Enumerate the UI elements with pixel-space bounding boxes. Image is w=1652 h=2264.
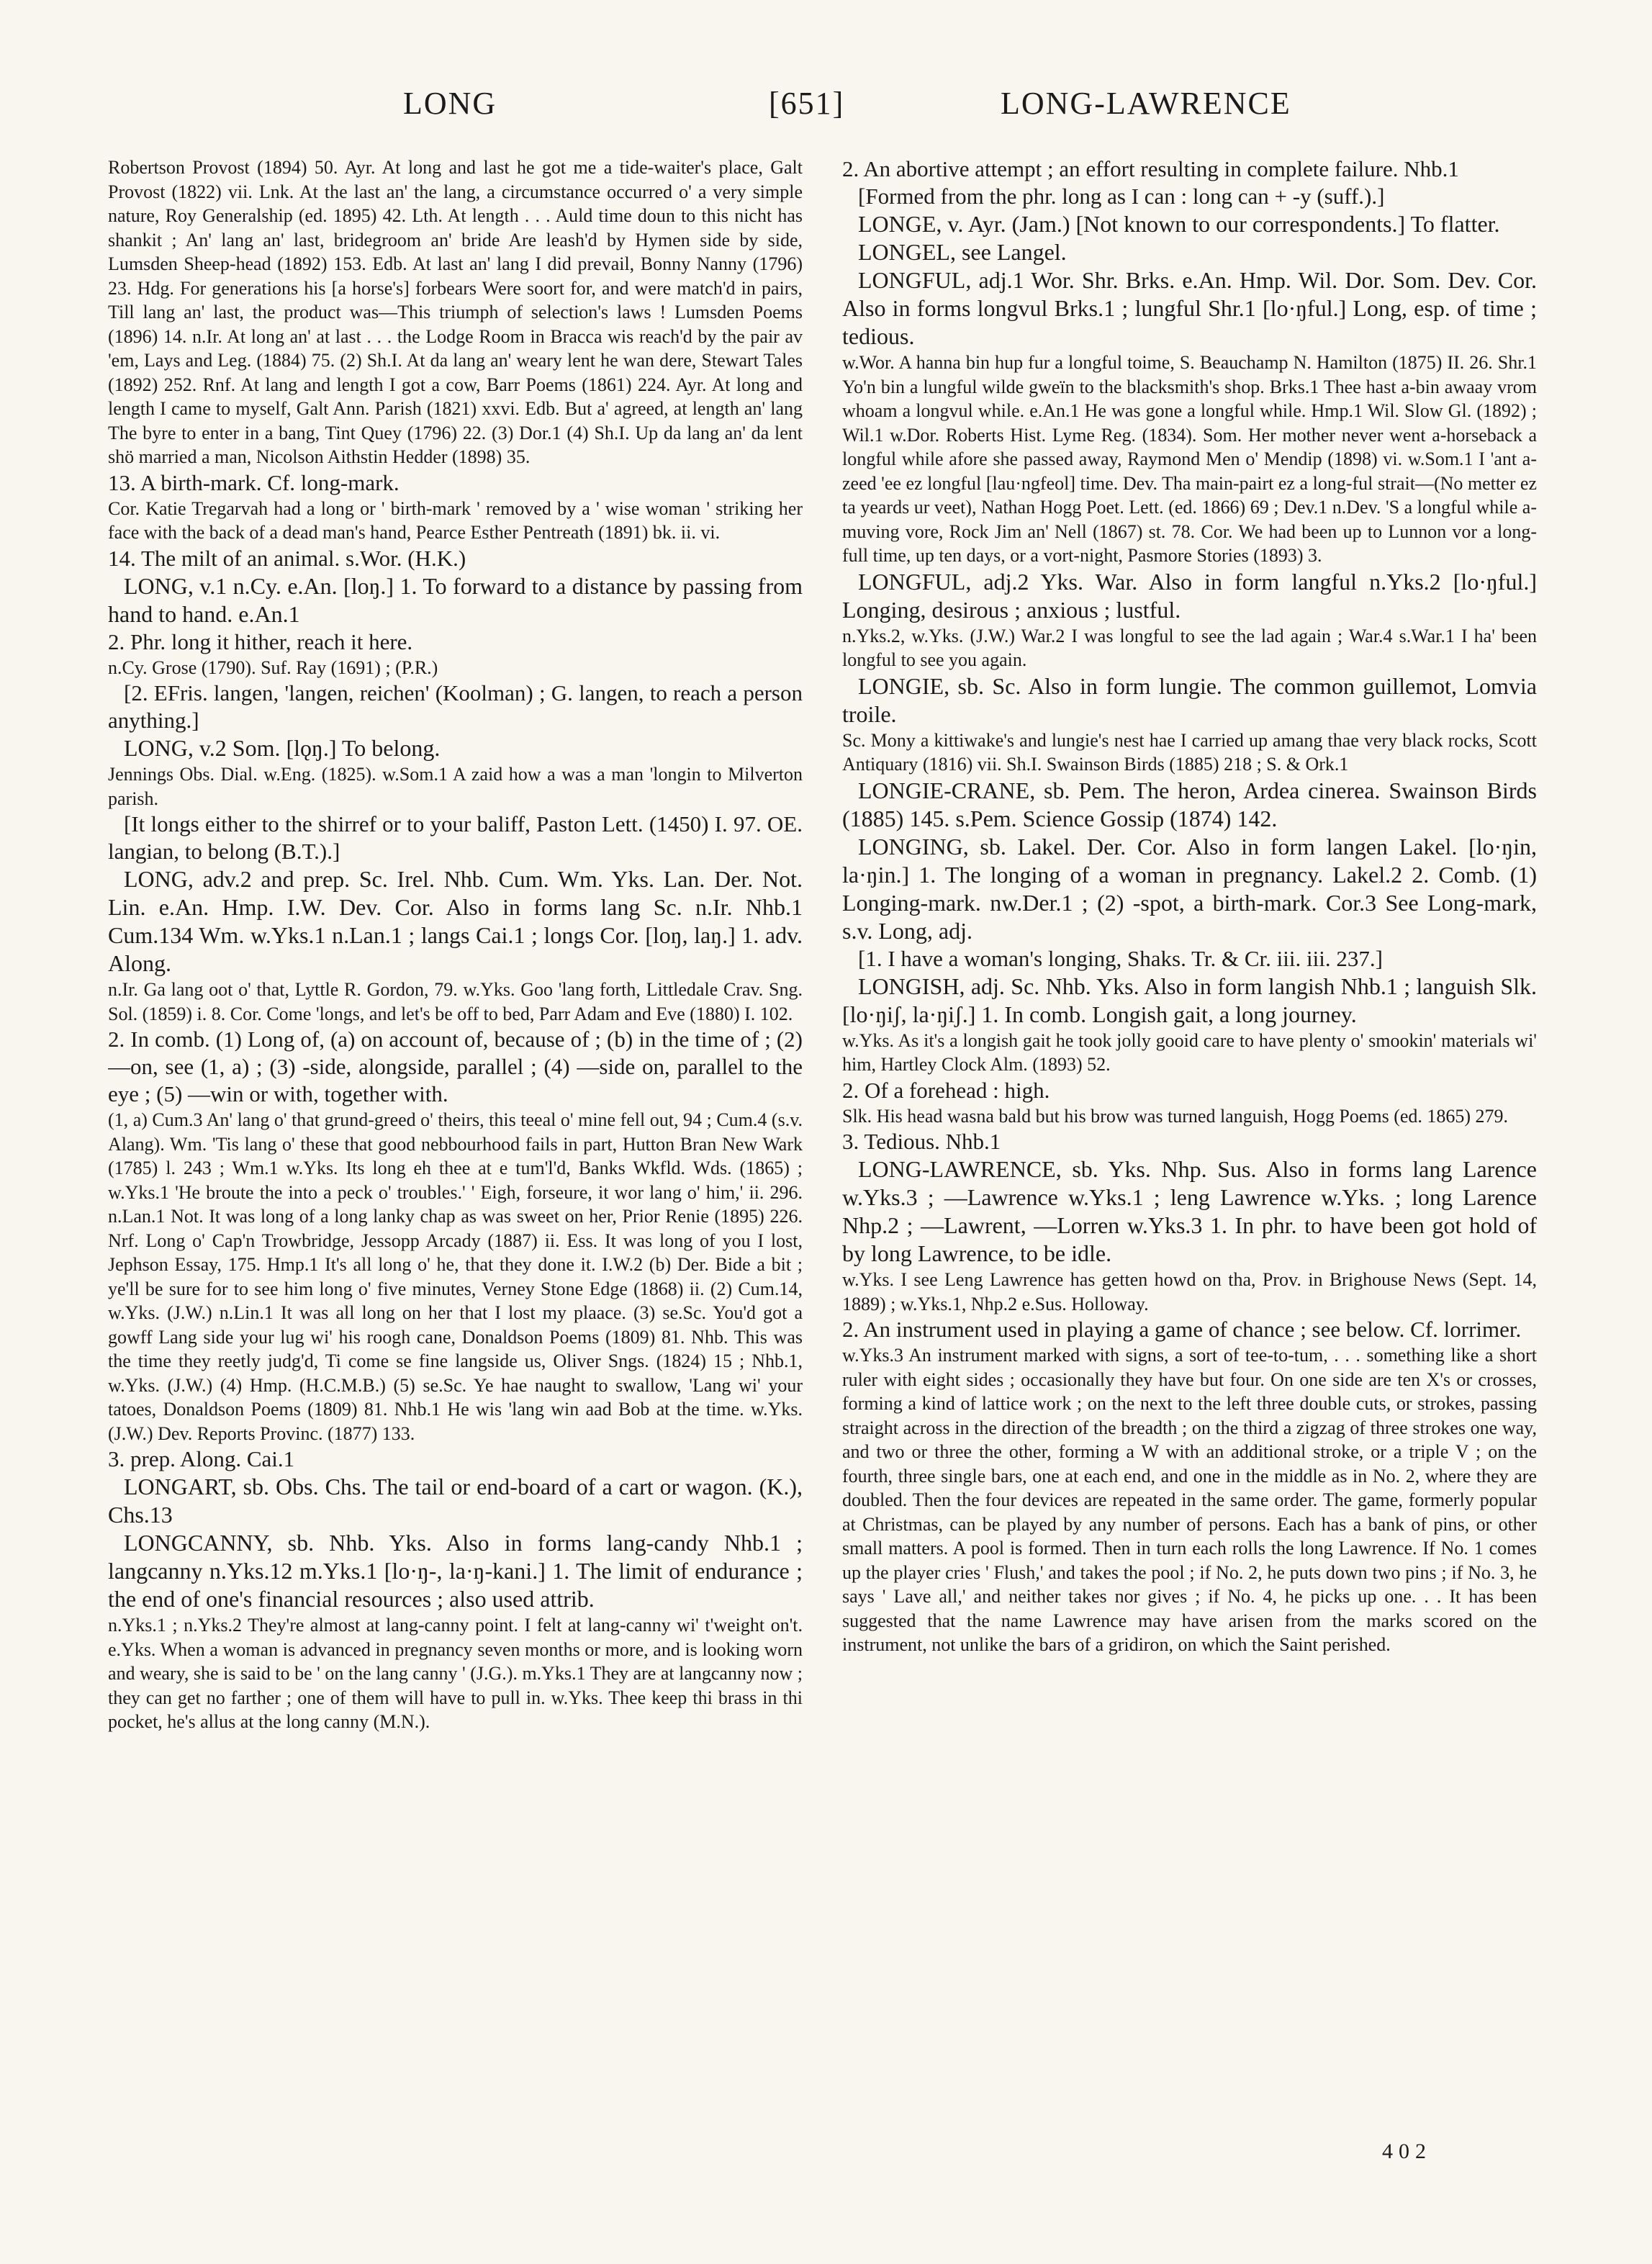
citation-paragraph: w.Yks. As it's a longish gait he took jolly gooid care to have plenty o' smookin' materials wi' him, Hartley Clock Alm. (1893) 52. [842, 1029, 1537, 1075]
entry-headword-paragraph: LONG-LAWRENCE, sb. Yks. Nhp. Sus. Also in forms lang Larence w.Yks.3 ; —Lawrence w.Yks.1 ; leng Lawrence w.Yks. ; long Larence Nhp.2 ; —Lawrent, —Lorren w.Yks.3 1. In phr. to have been got hold of by long Lawrence, to be idle. [842, 1156, 1537, 1266]
header-left-word: LONG [403, 86, 497, 121]
entry-headword-paragraph: LONGING, sb. Lakel. Der. Cor. Also in form langen Lakel. [lo·ŋin, la·ŋin.] 1. The longing of a woman in pregnancy. Lakel.2 2. Comb. (1) Longing-mark. nw.Der.1 ; (2) -spot, a birth-mark. Cor.3 See Long-mark, s.v. Long, adj. [842, 833, 1537, 944]
sense-paragraph: [Formed from the phr. long as I can : long can + -y (suff.).] [858, 184, 1385, 209]
entry-headword-paragraph: LONG, v.2 Som. [lǫŋ.] To belong. [124, 735, 441, 761]
entry-headword-paragraph: LONGFUL, adj.2 Yks. War. Also in form langful n.Yks.2 [lo·ŋful.] Longing, desirous ; anxious ; lustful. [842, 568, 1537, 623]
citation-paragraph: n.Yks.1 ; n.Yks.2 They're almost at lang-canny point. I felt at lang-canny wi' t'weight on't. e.Yks. When a woman is advanced in pregnancy seven months or more, and is looking worn and weary, she is said to be ' on the lang canny ' (J.G.). m.Yks.1 They are at langcanny now ; they can get no farther ; one of them will have to pull in. w.Yks. Thee keep thi brass in thi pocket, he's allus at the long canny (M.N.). [108, 1615, 803, 1732]
citation-paragraph: Cor. Katie Tregarvah had a long or ' birth-mark ' removed by a ' wise woman ' striking her face with the back of a dead man's hand, Pearce Esther Pentreath (1891) bk. ii. vi. [108, 497, 803, 543]
entry-headword-paragraph: LONG, adv.2 and prep. Sc. Irel. Nhb. Cum. Wm. Yks. Lan. Der. Not. Lin. e.An. Hmp. I.W. Dev. Cor. Also in forms lang Sc. n.Ir. Nhb.1 Cum.134 Wm. w.Yks.1 n.Lan.1 ; langs Cai.1 ; longs Cor. [loŋ, laŋ.] 1. adv. Along. [108, 866, 803, 976]
sense-paragraph: 2. Of a forehead : high. [842, 1077, 1050, 1103]
sense-paragraph: 13. A birth-mark. Cf. long-mark. [108, 469, 400, 495]
entry-headword-paragraph: LONGIE, sb. Sc. Also in form lungie. The common guillemot, Lomvia troile. [842, 672, 1537, 727]
left-column [108, 155, 803, 2171]
entry-headword-paragraph: LONGEL, see Langel. [858, 239, 1067, 265]
sense-paragraph: [It longs either to the shirref or to your baliff, Paston Lett. (1450) I. 97. OE. langian, to belong (B.T.).] [108, 811, 803, 864]
citation-paragraph: Jennings Obs. Dial. w.Eng. (1825). w.Som.1 A zaid how a was a man 'longin to Milverton parish. [108, 764, 803, 809]
citation-paragraph: Sc. Mony a kittiwake's and lungie's nest hae I carried up amang thae very black rocks, Scott Antiquary (1816) vii. Sh.I. Swainson Birds (1885) 218 ; S. & Ork.1 [842, 729, 1537, 775]
sense-paragraph: 14. The milt of an animal. s.Wor. (H.K.) [108, 545, 466, 571]
citation-paragraph: n.Cy. Grose (1790). Suf. Ray (1691) ; (P.R.) [108, 657, 438, 678]
citation-paragraph: w.Yks. I see Leng Lawrence has getten howd on tha, Prov. in Brighouse News (Sept. 14, 1889) ; w.Yks.1, Nhp.2 e.Sus. Holloway. [842, 1269, 1537, 1314]
header-right-word: LONG-LAWRENCE [1001, 86, 1291, 121]
citation-paragraph: w.Wor. A hanna bin hup fur a longful toime, S. Beauchamp N. Hamilton (1875) II. 26. Shr.1 Yo'n bin a lungful wilde gweïn to the blacksmith's shop. Brks.1 Thee hast a-bin awaay vrom whoam a longvul while. e.An.1 He was gone a longful while. Hmp.1 Wil. Slow Gl. (1892) ; Wil.1 w.Dor. Roberts Hist. Lyme Reg. (1834). Som. Her mother never went a-horseback a longful while afore she passed away, Raymond Men o' Mendip (1898) vi. w.Som.1 I 'ant a-zeed 'ee ez longful [lau·ngfeol] time. Dev. Tha main-pairt ez a long-ful strait—(No metter ez ta yeards ur veet), Nathan Hogg Poet. Lett. (ed. 1866) 69 ; Dev.1 n.Dev. 'S a longful while a-muving vore, Rock Jim an' Nell (1867) st. 78. Cor. We had been up to Lunnon vor a long-full time, up ten days, or a vort-night, Pasmore Stories (1893) 3. [842, 352, 1537, 566]
entry-headword-paragraph: LONGISH, adj. Sc. Nhb. Yks. Also in form langish Nhb.1 ; languish Slk. [lo·ŋiʃ, la·ŋiʃ.] 1. In comb. Longish gait, a long journey. [842, 973, 1537, 1027]
sense-paragraph: 3. prep. Along. Cai.1 [108, 1446, 295, 1471]
running-header [108, 85, 1544, 135]
entry-headword-paragraph: LONGE, v. Ayr. (Jam.) [Not known to our correspondents.] To flatter. [858, 211, 1500, 237]
entry-headword-paragraph: LONGCANNY, sb. Nhb. Yks. Also in forms lang-candy Nhb.1 ; langcanny n.Yks.12 m.Yks.1 [lo·ŋ-, la·ŋ-kani.] 1. The limit of endurance ; the end of one's financial resources ; also used attrib. [108, 1530, 803, 1612]
sense-paragraph: [1. I have a woman's longing, Shaks. Tr. & Cr. iii. iii. 237.] [858, 945, 1383, 971]
citation-paragraph: w.Yks.3 An instrument marked with signs, a sort of tee-to-tum, . . . something like a short ruler with eight sides ; occasionally they have but four. On one side are ten X's or crosses, forming a kind of lattice work ; on the next to the left three double cuts, or strokes, passing straight across in the direction of the breadth ; on the third a zigzag of three strokes one way, and two or three the other, forming a W with an additional stroke, or a triple V ; on the fourth, three single bars, one at each end, and one in the middle as in No. 2, where they are doubled. Then the four devices are repeated in the same order. The game, formerly popular at Christmas, can be played by any number of persons. Each has a bank of pins, or other small matters. A pool is formed. Then in turn each rolls the long Lawrence. If No. 1 comes up the player cries ' Flush,' and takes the pool ; if No. 2, he puts down two pins ; if No. 3, he says ' Lave all,' and neither takes nor gives ; if No. 4, he picks up one. . . It has been suggested that the name Lawrence may have arisen from the marks scored on the instrument, not unlike the bars of a gridiron, on which the Saint perished. [842, 1345, 1537, 1655]
entry-headword-paragraph: LONGFUL, adj.1 Wor. Shr. Brks. e.An. Hmp. Wil. Dor. Som. Dev. Cor. Also in forms longvul Brks.1 ; lungful Shr.1 [lo·ŋful.] Long, esp. of time ; tedious. [842, 267, 1537, 349]
citation-paragraph: n.Ir. Ga lang oot o' that, Lyttle R. Gordon, 79. w.Yks. Goo 'lang forth, Littledale Crav. Sng. Sol. (1859) i. 8. Cor. Come 'longs, and let's be off to bed, Parr Adam and Eve (1880) I. 102. [108, 979, 803, 1024]
citation-paragraph: Robertson Provost (1894) 50. Ayr. At long and last he got me a tide-waiter's place, Galt Provost (1822) vii. Lnk. At the last an' the lang, a circumstance occurred o' a very simple nature, Roy Generalship (ed. 1895) 42. Lth. At length . . . Auld time doun to this nicht has shankit ; An' lang an' last, bridegroom an' bride Are leash'd by Hymen side by side, Lumsden Sheep-head (1892) 153. Edb. At last an' lang I did prevail, Bonny Nanny (1796) 23. Hdg. For generations his [a horse's] forbears Were soort for, and were match'd in pairs, Till lang an' last, the product was—This triumph of selection's laws ! Lumsden Poems (1896) 14. n.Ir. At long an' at last . . . the Lodge Room in Bracca wis reach'd by the pair av 'em, Lays and Leg. (1884) 75. (2) Sh.I. At da lang an' weary lent he wan dere, Stewart Tales (1892) 252. Rnf. At lang and length I got a cow, Barr Poems (1861) 224. Ayr. At long and length I came to myself, Galt Ann. Parish (1821) xxvi. Edb. But a' agreed, at length an' lang The byre to enter in a bang, Tint Quey (1796) 22. (3) Dor.1 (4) Sh.I. Up da lang an' da lent shö married a man, Nicolson Aithstin Hedder (1898) 35. [108, 157, 803, 467]
entry-headword-paragraph: LONG, v.1 n.Cy. e.An. [loŋ.] 1. To forward to a distance by passing from hand to hand. e.An.1 [108, 572, 803, 627]
sense-paragraph: [2. EFris. langen, 'langen, reichen' (Koolman) ; G. langen, to reach a person anything.] [108, 680, 803, 733]
sense-paragraph: 2. An instrument used in playing a game of chance ; see below. Cf. lorrimer. [842, 1317, 1522, 1342]
sense-paragraph: 2. Phr. long it hither, reach it here. [108, 628, 413, 654]
sense-paragraph: 2. In comb. (1) Long of, (a) on account of, because of ; (b) in the time of ; (2) —on, see (1, a) ; (3) -side, alongside, parallel ; (4) —side on, parallel to the eye ; (5) —win or with, together with. [108, 1027, 803, 1106]
footer-page-number: 402 [1382, 2139, 1432, 2163]
sense-paragraph: 3. Tedious. Nhb.1 [842, 1129, 1001, 1154]
entry-headword-paragraph: LONGART, sb. Obs. Chs. The tail or end-board of a cart or wagon. (K.), Chs.13 [108, 1474, 803, 1528]
citation-paragraph: Slk. His head wasna bald but his brow was turned languish, Hogg Poems (ed. 1865) 279. [842, 1105, 1509, 1127]
right-column [842, 155, 1537, 2171]
citation-paragraph: n.Yks.2, w.Yks. (J.W.) War.2 I was longful to see the lad again ; War.4 s.War.1 I ha' been longful to see you again. [842, 625, 1537, 670]
entry-headword-paragraph: LONGIE-CRANE, sb. Pem. The heron, Ardea cinerea. Swainson Birds (1885) 145. s.Pem. Science Gossip (1874) 142. [842, 777, 1537, 831]
header-page-number: [651] [769, 86, 845, 121]
citation-paragraph: (1, a) Cum.3 An' lang o' that grund-greed o' theirs, this teeal o' mine fell out, 94 ; Cum.4 (s.v. Alang). Wm. 'Tis lang o' these that good nebbourhood fails in part, Hutton Bran New Wark (1785) l. 243 ; Wm.1 w.Yks. Its long eh thee at e tum'l'd, Banks Wkfld. Wds. (1865) ; w.Yks.1 'He broute the into a peck o' troubles.' ' Eigh, forseure, it wor lang o' him,' ii. 296. n.Lan.1 Not. It was long of a long lanky chap as was sweet on her, Prior Renie (1895) 226. Nrf. Long o' Cap'n Trowbridge, Jessopp Arcady (1887) ii. Ess. It was long of you I lost, Jephson Essay, 175. Hmp.1 It's all long o' he, that they done it. I.W.2 (b) Der. Bide a bit ; ye'll be sure for to see him long o' five minutes, Verney Stone Edge (1868) ii. (2) Cum.14, w.Yks. (J.W.) n.Lin.1 It was all long on her that I lost my plaace. (3) se.Sc. You'd got a gowff Lang side your lug wi' his roogh cane, Donaldson Poems (1809) 81. Nhb. This was the time they reetly judg'd, Ti come se fine langside us, Oliver Sngs. (1824) 15 ; Nhb.1, w.Yks. (J.W.) (4) Hmp. (H.C.M.B.) (5) se.Sc. Ye hae naught to swallow, 'Lang wi' your tatoes, Donaldson Poems (1809) 81. Nhb.1 He wis 'lang win aad Bob at the time. w.Yks. (J.W.) Dev. Reports Provinc. (1877) 133. [108, 1109, 803, 1444]
sense-paragraph: 2. An abortive attempt ; an effort resulting in complete failure. Nhb.1 [842, 156, 1459, 181]
